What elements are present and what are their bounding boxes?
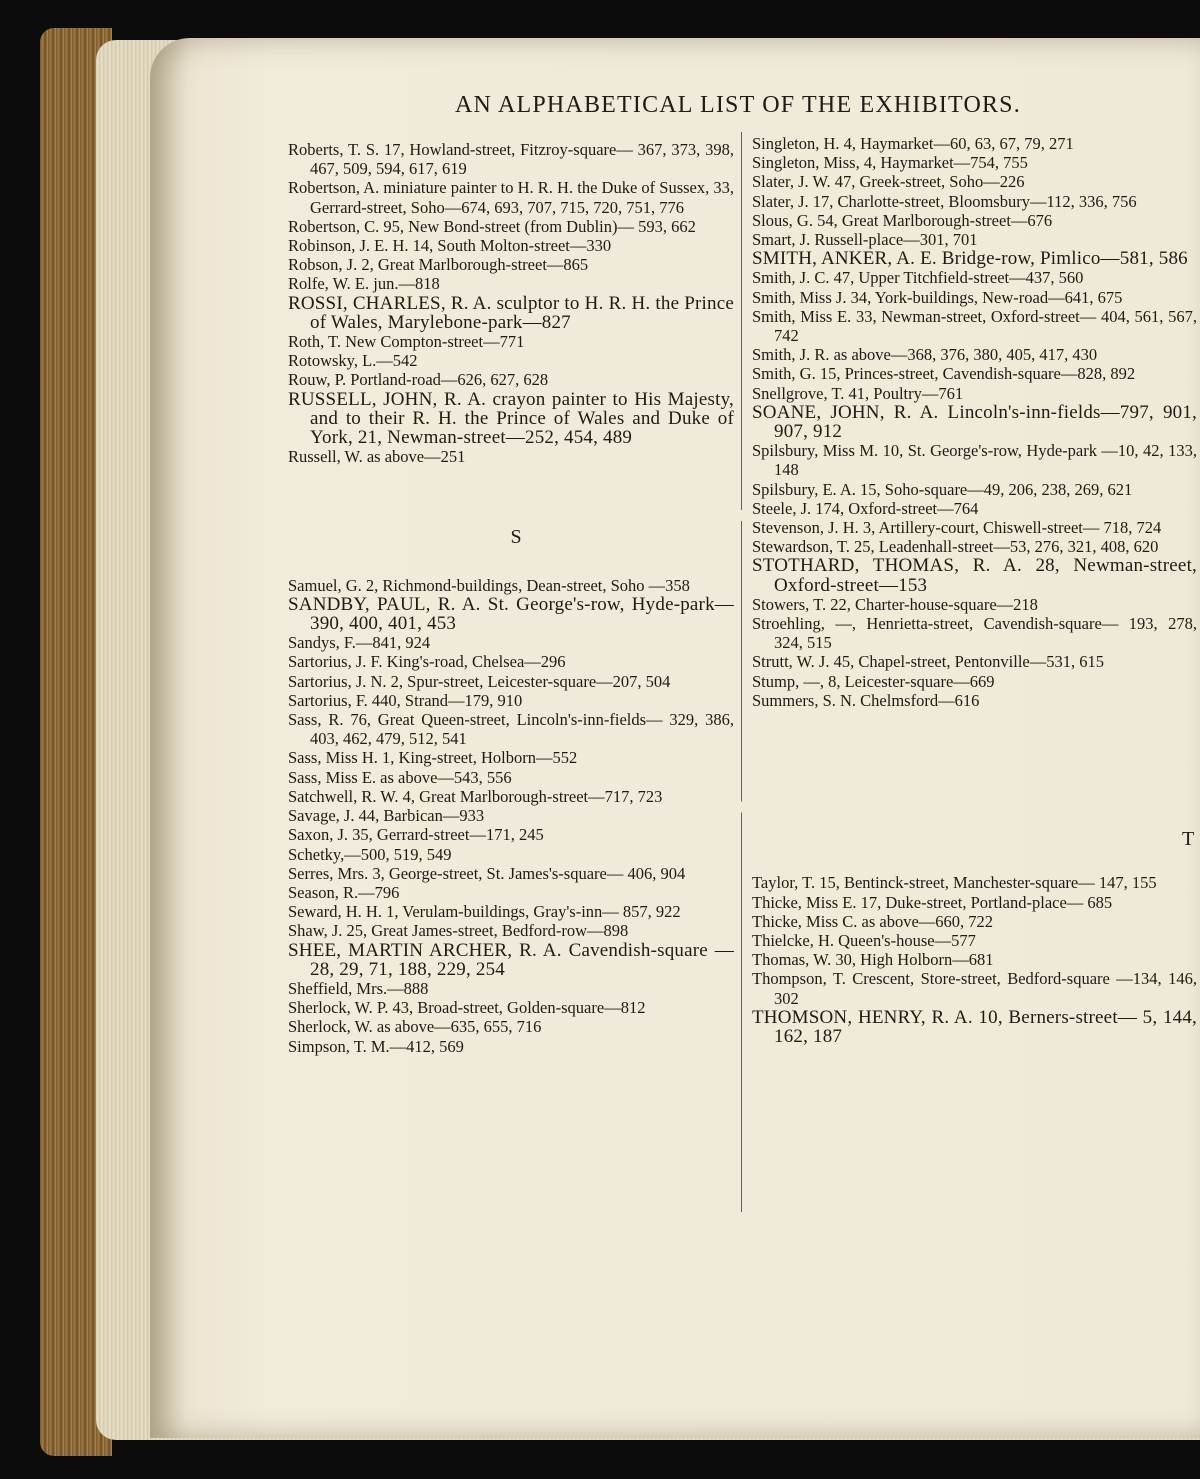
- list-item: STOTHARD, THOMAS, R. A. 28, Newman-street, Oxford-street—153: [752, 555, 1197, 596]
- section-letter-s: S: [510, 526, 522, 549]
- list-item: Smith, J. R. as above—368, 376, 380, 405, 417, 430: [752, 345, 1098, 365]
- list-item: Smith, Miss J. 34, York-buildings, New-road—641, 675: [752, 287, 1123, 307]
- list-item: Steele, J. 174, Oxford-street—764: [752, 498, 979, 518]
- list-item: ROSSI, CHARLES, R. A. sculptor to H. R. H. the Prince of Wales, Marylebone-park—827: [288, 292, 734, 333]
- list-item: Sass, Miss E. as above—543, 556: [288, 767, 512, 787]
- list-item: Smart, J. Russell-place—301, 701: [752, 230, 978, 250]
- list-item: Sartorius, J. N. 2, Spur-street, Leicester-square—207, 504: [288, 671, 671, 691]
- list-item: Schetky,—500, 519, 549: [288, 844, 452, 864]
- list-item: Slater, J. W. 47, Greek-street, Soho—226: [752, 172, 1025, 192]
- list-item: Sherlock, W. as above—635, 655, 716: [288, 1017, 542, 1037]
- list-item: Taylor, T. 15, Bentinck-street, Manchester-square— 147, 155: [752, 873, 1157, 893]
- list-item: Satchwell, R. W. 4, Great Marlborough-street—717, 723: [288, 786, 663, 806]
- list-item: Thicke, Miss C. as above—660, 722: [752, 911, 994, 931]
- list-item: Slous, G. 54, Great Marlborough-street—676: [752, 210, 1053, 230]
- column-divider: [741, 132, 742, 1212]
- list-item: THOMSON, HENRY, R. A. 10, Berners-street— 5, 144, 162, 187: [752, 1006, 1197, 1047]
- list-item: Sheffield, Mrs.—888: [288, 978, 429, 998]
- list-item: Summers, S. N. Chelmsford—616: [752, 690, 980, 710]
- list-item: Rotowsky, L.—542: [288, 351, 418, 371]
- list-item: Rouw, P. Portland-road—626, 627, 628: [288, 370, 549, 390]
- list-item: Sass, R. 76, Great Queen-street, Lincoln's-inn-fields— 329, 386, 403, 462, 479, 512, 541: [288, 710, 734, 749]
- list-item: Roth, T. New Compton-street—771: [288, 332, 525, 352]
- list-item: Shaw, J. 25, Great James-street, Bedford-row—898: [288, 921, 629, 941]
- list-item: Stewardson, T. 25, Leadenhall-street—53, 276, 321, 408, 620: [752, 537, 1159, 557]
- list-item: Strutt, W. J. 45, Chapel-street, Pentonville—531, 615: [752, 652, 1104, 672]
- list-item: Smith, Miss E. 33, Newman-street, Oxford-street— 404, 561, 567, 742: [752, 306, 1197, 346]
- left-entries-top: [288, 140, 734, 466]
- list-item: RUSSELL, JOHN, R. A. crayon painter to His Majesty, and to their R. H. the Prince of Wales and Duke of York, 21, Newman-street—252, 454, 489: [288, 388, 734, 449]
- list-item: Robertson, A. miniature painter to H. R. H. the Duke of Sussex, 33, Gerrard-street, Soho—674, 693, 707, 715, 720, 751, 776: [288, 178, 734, 217]
- list-item: Stevenson, J. H. 3, Artillery-court, Chiswell-street— 718, 724: [752, 518, 1162, 538]
- list-item: Sandys, F.—841, 924: [288, 633, 431, 653]
- right-entries-s: [752, 134, 1197, 710]
- list-item: SHEE, MARTIN ARCHER, R. A. Cavendish-square —28, 29, 71, 188, 229, 254: [288, 939, 734, 980]
- list-item: Thompson, T. Crescent, Store-street, Bedford-square —134, 146, 302: [752, 969, 1197, 1008]
- page-title: AN ALPHABETICAL LIST OF THE EXHIBITORS.: [455, 92, 1021, 118]
- list-item: Russell, W. as above—251: [288, 447, 466, 467]
- list-item: Seward, H. H. 1, Verulam-buildings, Gray's-inn— 857, 922: [288, 902, 681, 922]
- list-item: Stroehling, —, Henrietta-street, Cavendish-square— 193, 278, 324, 515: [752, 614, 1197, 653]
- list-item: SMITH, ANKER, A. E. Bridge-row, Pimlico—581, 586: [752, 248, 1188, 270]
- list-item: Thomas, W. 30, High Holborn—681: [752, 950, 994, 970]
- left-column: [288, 140, 734, 1056]
- list-item: Season, R.—796: [288, 882, 400, 902]
- list-item: Smith, J. C. 47, Upper Titchfield-street—437, 560: [752, 268, 1084, 288]
- list-item: Sass, Miss H. 1, King-street, Holborn—552: [288, 748, 578, 768]
- list-item: Simpson, T. M.—412, 569: [288, 1036, 464, 1056]
- list-item: Rolfe, W. E. jun.—818: [288, 274, 440, 294]
- left-entries-s: [288, 576, 734, 1056]
- list-item: SANDBY, PAUL, R. A. St. George's-row, Hyde-park—390, 400, 401, 453: [288, 593, 734, 635]
- list-item: Smith, G. 15, Princes-street, Cavendish-square—828, 892: [752, 364, 1136, 384]
- list-item: Serres, Mrs. 3, George-street, St. James's-square— 406, 904: [288, 863, 686, 883]
- list-item: Singleton, H. 4, Haymarket—60, 63, 67, 79, 271: [752, 134, 1074, 153]
- list-item: Thicke, Miss E. 17, Duke-street, Portland-place— 685: [752, 892, 1113, 912]
- list-item: Samuel, G. 2, Richmond-buildings, Dean-street, Soho —358: [288, 575, 690, 595]
- list-item: Robson, J. 2, Great Marlborough-street—865: [288, 255, 589, 275]
- list-item: Savage, J. 44, Barbican—933: [288, 806, 485, 826]
- list-item: Sartorius, J. F. King's-road, Chelsea—296: [288, 652, 566, 672]
- right-entries-t: [752, 873, 1197, 1046]
- list-item: SOANE, JOHN, R. A. Lincoln's-inn-fields—797, 901, 907, 912: [752, 401, 1197, 443]
- list-item: Spilsbury, E. A. 15, Soho-square—49, 206, 238, 269, 621: [752, 479, 1133, 499]
- list-item: Singleton, Miss, 4, Haymarket—754, 755: [752, 153, 1028, 173]
- list-item: Saxon, J. 35, Gerrard-street—171, 245: [288, 825, 544, 845]
- list-item: Robinson, J. E. H. 14, South Molton-street—330: [288, 236, 612, 256]
- section-letter-t: T: [1182, 828, 1195, 851]
- list-item: Stowers, T. 22, Charter-house-square—218: [752, 594, 1038, 614]
- list-item: Thielcke, H. Queen's-house—577: [752, 930, 976, 950]
- list-item: Sherlock, W. P. 43, Broad-street, Golden-square—812: [288, 998, 646, 1018]
- list-item: Slater, J. 17, Charlotte-street, Bloomsbury—112, 336, 756: [752, 191, 1137, 211]
- list-item: Stump, —, 8, Leicester-square—669: [752, 671, 995, 691]
- list-item: Spilsbury, Miss M. 10, St. George's-row, Hyde-park —10, 42, 133, 148: [752, 441, 1197, 480]
- list-item: Snellgrove, T. 41, Poultry—761: [752, 383, 964, 403]
- list-item: Robertson, C. 95, New Bond-street (from Dublin)— 593, 662: [288, 216, 696, 236]
- list-item: Sartorius, F. 440, Strand—179, 910: [288, 690, 523, 710]
- right-column: [752, 134, 1197, 1046]
- list-item: Roberts, T. S. 17, Howland-street, Fitzroy-square— 367, 373, 398, 467, 509, 594, 617, 619: [288, 140, 734, 179]
